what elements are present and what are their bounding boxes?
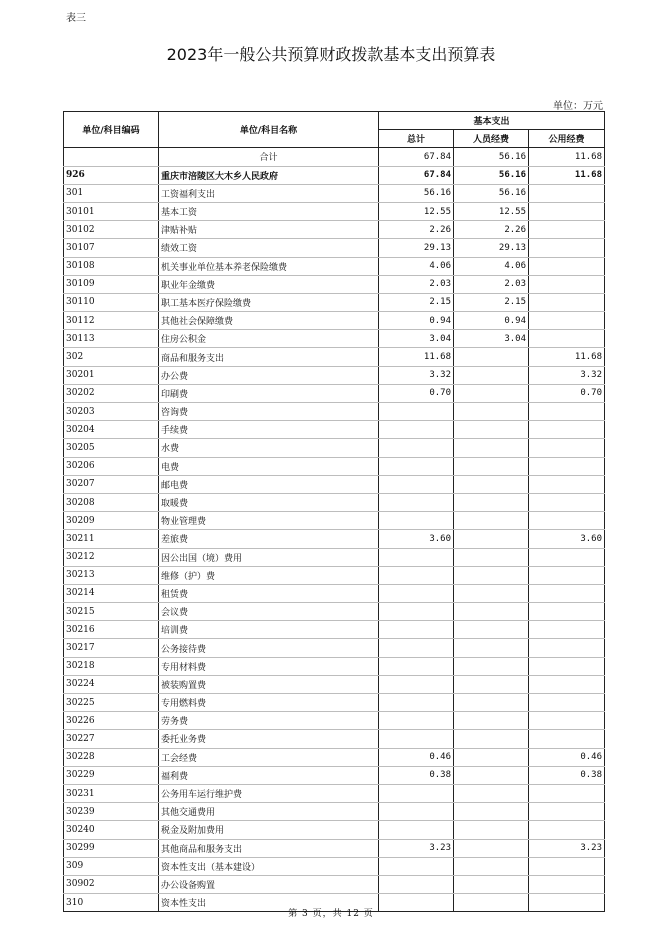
row-name: 取暖费: [159, 493, 379, 511]
row-personnel: 2.15: [454, 293, 529, 311]
row-personnel: 3.04: [454, 330, 529, 348]
table-row: [64, 839, 605, 857]
row-code: 30212: [64, 548, 159, 566]
row-public: [529, 403, 605, 421]
row-public: [529, 275, 605, 293]
row-personnel: [454, 694, 529, 712]
row-public: [529, 639, 605, 657]
row-name: 资本性支出（基本建设）: [159, 857, 379, 875]
row-total: [379, 584, 454, 602]
row-code: 30227: [64, 730, 159, 748]
row-public: [529, 821, 605, 839]
table-row: [64, 493, 605, 511]
summary-row: [64, 148, 605, 166]
row-code: 310: [64, 894, 159, 912]
row-personnel: [454, 366, 529, 384]
table-row: [64, 348, 605, 366]
row-personnel: [454, 566, 529, 584]
row-code: 926: [64, 166, 159, 184]
row-total: [379, 421, 454, 439]
table-row: [64, 766, 605, 784]
row-code: 30216: [64, 621, 159, 639]
row-total: [379, 821, 454, 839]
budget-table: [63, 111, 605, 912]
row-name: 会议费: [159, 603, 379, 621]
row-code: 30204: [64, 421, 159, 439]
row-code: 30228: [64, 748, 159, 766]
row-personnel: [454, 493, 529, 511]
table-row: [64, 857, 605, 875]
row-public: [529, 657, 605, 675]
row-public: 0.38: [529, 766, 605, 784]
row-total: [379, 512, 454, 530]
row-public: 0.70: [529, 384, 605, 402]
row-total: 3.04: [379, 330, 454, 348]
row-personnel: [454, 439, 529, 457]
table-row: [64, 530, 605, 548]
table-row: [64, 875, 605, 893]
row-public: 11.68: [529, 166, 605, 184]
row-total: [379, 712, 454, 730]
row-personnel: [454, 784, 529, 802]
table-row: [64, 257, 605, 275]
row-public: [529, 293, 605, 311]
row-code: 30213: [64, 566, 159, 584]
row-personnel: [454, 457, 529, 475]
row-personnel: [454, 475, 529, 493]
table-row: [64, 439, 605, 457]
row-code: 30201: [64, 366, 159, 384]
row-public: [529, 730, 605, 748]
row-name: 因公出国（境）费用: [159, 548, 379, 566]
row-name: 委托业务费: [159, 730, 379, 748]
row-code: 30902: [64, 875, 159, 893]
row-name: 重庆市涪陵区大木乡人民政府: [159, 166, 379, 184]
row-name: 工会经费: [159, 748, 379, 766]
row-total: 56.16: [379, 184, 454, 202]
row-public: [529, 257, 605, 275]
row-name: 绩效工资: [159, 239, 379, 257]
row-name: 咨询费: [159, 403, 379, 421]
row-name: 机关事业单位基本养老保险缴费: [159, 257, 379, 275]
row-total: [379, 657, 454, 675]
row-personnel: [454, 766, 529, 784]
row-personnel: 0.94: [454, 312, 529, 330]
header-name: 单位/科目名称: [159, 112, 379, 148]
summary-personnel: 56.16: [454, 148, 529, 166]
table-row: [64, 657, 605, 675]
row-personnel: [454, 839, 529, 857]
summary-public: 11.68: [529, 148, 605, 166]
row-name: 资本性支出: [159, 894, 379, 912]
row-public: [529, 712, 605, 730]
row-name: 劳务费: [159, 712, 379, 730]
page-footer: 第 3 页，共 12 页: [288, 909, 374, 919]
row-name: 办公设备购置: [159, 875, 379, 893]
row-public: [529, 493, 605, 511]
row-name: 基本工资: [159, 202, 379, 220]
row-public: [529, 621, 605, 639]
row-total: [379, 603, 454, 621]
row-code: 30112: [64, 312, 159, 330]
table-row: [64, 475, 605, 493]
row-personnel: 2.03: [454, 275, 529, 293]
row-public: [529, 312, 605, 330]
row-public: [529, 875, 605, 893]
row-personnel: 56.16: [454, 166, 529, 184]
row-name: 工资福利支出: [159, 184, 379, 202]
row-total: 2.03: [379, 275, 454, 293]
table-row: [64, 275, 605, 293]
row-public: [529, 439, 605, 457]
row-code: 30108: [64, 257, 159, 275]
table-row: [64, 730, 605, 748]
row-total: 0.38: [379, 766, 454, 784]
row-personnel: [454, 348, 529, 366]
table-row: [64, 403, 605, 421]
row-total: 0.94: [379, 312, 454, 330]
page-title: 2023年一般公共预算财政拨款基本支出预算表: [166, 45, 496, 64]
row-name: 津贴补贴: [159, 221, 379, 239]
row-total: 0.70: [379, 384, 454, 402]
sheet-tag: 表三: [66, 13, 86, 24]
row-total: 0.46: [379, 748, 454, 766]
unit-label: 单位：万元: [553, 101, 603, 112]
row-name: 邮电费: [159, 475, 379, 493]
row-code: 30202: [64, 384, 159, 402]
row-name: 办公费: [159, 366, 379, 384]
table-row: [64, 457, 605, 475]
row-name: 维修（护）费: [159, 566, 379, 584]
row-public: 3.23: [529, 839, 605, 857]
row-total: [379, 875, 454, 893]
row-public: [529, 784, 605, 802]
summary-total: 67.84: [379, 148, 454, 166]
row-name: 福利费: [159, 766, 379, 784]
row-public: [529, 512, 605, 530]
row-code: 30239: [64, 803, 159, 821]
table-row: [64, 621, 605, 639]
row-code: 309: [64, 857, 159, 875]
row-name: 物业管理费: [159, 512, 379, 530]
summary-label: 合计: [159, 148, 379, 166]
row-public: [529, 566, 605, 584]
row-personnel: 29.13: [454, 239, 529, 257]
header-personnel: 人员经费: [454, 130, 529, 148]
row-personnel: 2.26: [454, 221, 529, 239]
row-code: 30206: [64, 457, 159, 475]
row-public: [529, 421, 605, 439]
row-public: [529, 675, 605, 693]
row-name: 差旅费: [159, 530, 379, 548]
table-row: [64, 639, 605, 657]
row-code: 30203: [64, 403, 159, 421]
row-code: 30214: [64, 584, 159, 602]
row-name: 被装购置费: [159, 675, 379, 693]
row-code: 30113: [64, 330, 159, 348]
row-public: 3.60: [529, 530, 605, 548]
table-row: [64, 548, 605, 566]
row-public: [529, 202, 605, 220]
row-code: 30109: [64, 275, 159, 293]
row-code: 30299: [64, 839, 159, 857]
row-public: 3.32: [529, 366, 605, 384]
table-row: [64, 239, 605, 257]
table-row: [64, 675, 605, 693]
row-code: 30205: [64, 439, 159, 457]
row-personnel: [454, 821, 529, 839]
header-public: 公用经费: [529, 130, 605, 148]
row-total: [379, 621, 454, 639]
row-name: 租赁费: [159, 584, 379, 602]
row-code: 30226: [64, 712, 159, 730]
row-total: [379, 493, 454, 511]
row-personnel: [454, 803, 529, 821]
row-code: 30218: [64, 657, 159, 675]
row-total: 3.23: [379, 839, 454, 857]
row-name: 专用材料费: [159, 657, 379, 675]
table-row: [64, 184, 605, 202]
row-total: [379, 403, 454, 421]
row-code: 302: [64, 348, 159, 366]
row-total: 4.06: [379, 257, 454, 275]
row-personnel: [454, 675, 529, 693]
row-public: [529, 584, 605, 602]
row-public: [529, 803, 605, 821]
row-name: 公务接待费: [159, 639, 379, 657]
header-basic: 基本支出: [379, 112, 605, 130]
row-total: [379, 639, 454, 657]
row-name: 住房公积金: [159, 330, 379, 348]
row-code: 30215: [64, 603, 159, 621]
row-code: 30208: [64, 493, 159, 511]
row-code: 30224: [64, 675, 159, 693]
table-row: [64, 584, 605, 602]
row-code: 301: [64, 184, 159, 202]
row-total: [379, 548, 454, 566]
row-name: 水费: [159, 439, 379, 457]
row-total: 2.15: [379, 293, 454, 311]
row-personnel: 56.16: [454, 184, 529, 202]
summary-code: [64, 148, 159, 166]
row-public: [529, 857, 605, 875]
row-total: 12.55: [379, 202, 454, 220]
row-total: 67.84: [379, 166, 454, 184]
row-personnel: [454, 584, 529, 602]
table-row: [64, 166, 605, 184]
table-row: [64, 366, 605, 384]
table-row: [64, 712, 605, 730]
row-name: 专用燃料费: [159, 694, 379, 712]
table-row: [64, 784, 605, 802]
row-public: 11.68: [529, 348, 605, 366]
row-total: [379, 784, 454, 802]
row-personnel: [454, 548, 529, 566]
row-total: 29.13: [379, 239, 454, 257]
row-code: 30211: [64, 530, 159, 548]
table-row: [64, 566, 605, 584]
row-personnel: [454, 857, 529, 875]
row-code: 30231: [64, 784, 159, 802]
row-total: [379, 475, 454, 493]
row-name: 职工基本医疗保险缴费: [159, 293, 379, 311]
table-row: [64, 330, 605, 348]
row-name: 培训费: [159, 621, 379, 639]
row-code: 30225: [64, 694, 159, 712]
row-personnel: [454, 512, 529, 530]
row-personnel: [454, 730, 529, 748]
table-row: [64, 221, 605, 239]
row-public: [529, 603, 605, 621]
row-total: 2.26: [379, 221, 454, 239]
row-name: 税金及附加费用: [159, 821, 379, 839]
table-row: [64, 803, 605, 821]
row-total: [379, 803, 454, 821]
row-code: 30217: [64, 639, 159, 657]
row-public: [529, 239, 605, 257]
row-code: 30102: [64, 221, 159, 239]
row-total: [379, 694, 454, 712]
row-total: [379, 730, 454, 748]
row-name: 其他交通费用: [159, 803, 379, 821]
row-public: [529, 548, 605, 566]
table-row: [64, 821, 605, 839]
row-personnel: [454, 639, 529, 657]
row-public: [529, 184, 605, 202]
row-total: [379, 457, 454, 475]
row-name: 商品和服务支出: [159, 348, 379, 366]
row-total: [379, 857, 454, 875]
table-row: [64, 694, 605, 712]
row-personnel: [454, 530, 529, 548]
row-code: 30240: [64, 821, 159, 839]
row-public: [529, 694, 605, 712]
row-personnel: [454, 712, 529, 730]
row-personnel: [454, 384, 529, 402]
row-code: 30110: [64, 293, 159, 311]
table-row: [64, 312, 605, 330]
table-row: [64, 384, 605, 402]
row-total: 3.32: [379, 366, 454, 384]
row-personnel: [454, 421, 529, 439]
row-total: 11.68: [379, 348, 454, 366]
row-public: [529, 475, 605, 493]
row-personnel: [454, 748, 529, 766]
row-personnel: 12.55: [454, 202, 529, 220]
row-personnel: [454, 603, 529, 621]
header-total: 总计: [379, 130, 454, 148]
row-public: [529, 457, 605, 475]
table-row: [64, 202, 605, 220]
header-code: 单位/科目编码: [64, 112, 159, 148]
table-row: [64, 512, 605, 530]
table-row: [64, 293, 605, 311]
row-name: 职业年金缴费: [159, 275, 379, 293]
row-public: [529, 221, 605, 239]
row-total: 3.60: [379, 530, 454, 548]
row-public: 0.46: [529, 748, 605, 766]
row-total: [379, 439, 454, 457]
row-name: 电费: [159, 457, 379, 475]
table-row: [64, 748, 605, 766]
row-total: [379, 566, 454, 584]
table-row: [64, 603, 605, 621]
row-personnel: 4.06: [454, 257, 529, 275]
row-personnel: [454, 875, 529, 893]
table-row: [64, 421, 605, 439]
row-name: 印刷费: [159, 384, 379, 402]
row-code: 30107: [64, 239, 159, 257]
row-public: [529, 330, 605, 348]
row-code: 30207: [64, 475, 159, 493]
row-name: 公务用车运行维护费: [159, 784, 379, 802]
row-name: 其他社会保障缴费: [159, 312, 379, 330]
row-total: [379, 675, 454, 693]
row-code: 30101: [64, 202, 159, 220]
row-personnel: [454, 657, 529, 675]
row-personnel: [454, 621, 529, 639]
row-name: 其他商品和服务支出: [159, 839, 379, 857]
row-code: 30229: [64, 766, 159, 784]
row-personnel: [454, 403, 529, 421]
row-name: 手续费: [159, 421, 379, 439]
row-code: 30209: [64, 512, 159, 530]
